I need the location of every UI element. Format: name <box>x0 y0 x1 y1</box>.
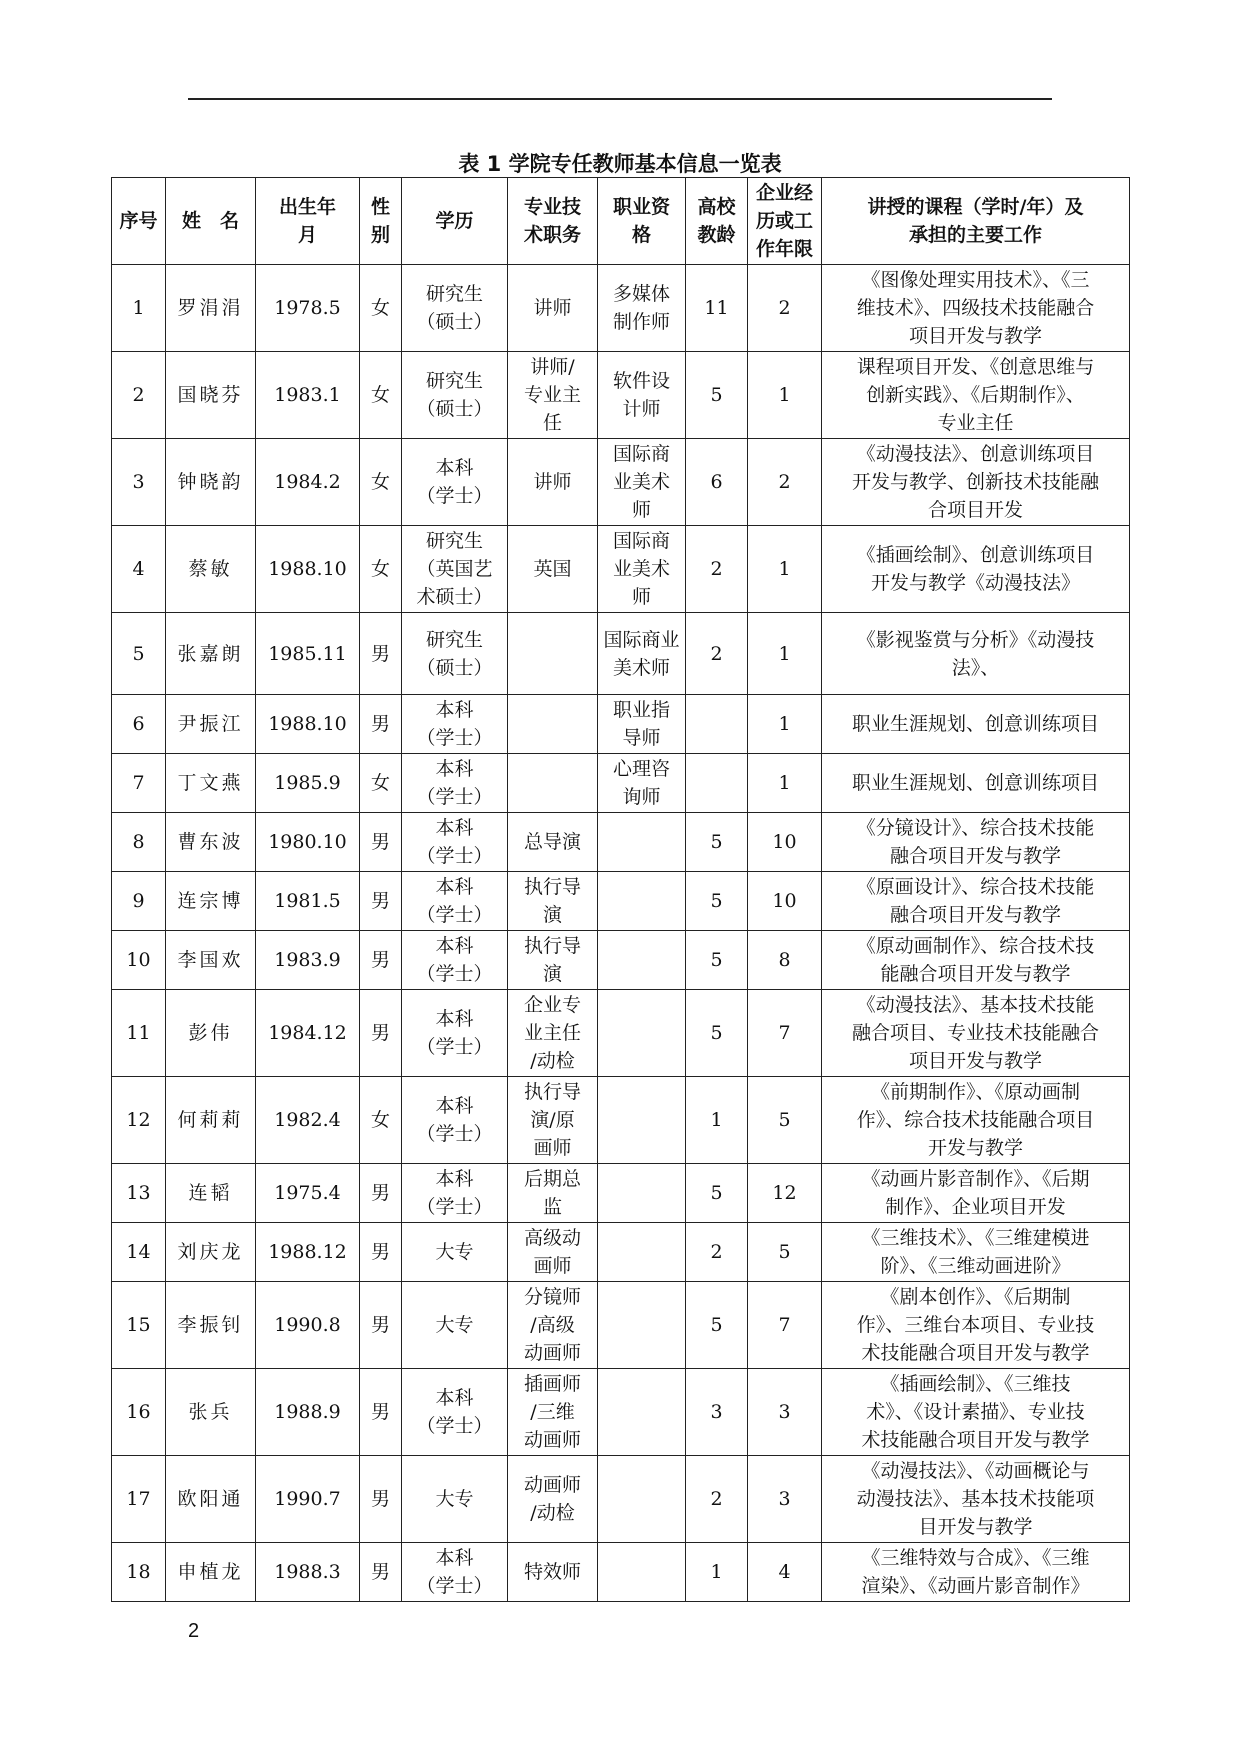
header-title: 专业技 术职务 <box>508 178 598 265</box>
cell-gender: 男 <box>360 1543 402 1602</box>
cell-qualification: 职业指 导师 <box>598 695 686 754</box>
cell-industry: 1 <box>748 754 822 813</box>
cell-industry: 8 <box>748 931 822 990</box>
cell-title <box>508 695 598 754</box>
cell-gender: 男 <box>360 813 402 872</box>
table-row <box>112 1369 1130 1456</box>
cell-seq: 15 <box>112 1282 166 1369</box>
cell-qualification: 心理咨 询师 <box>598 754 686 813</box>
cell-education: 研究生 （硕士） <box>402 352 508 439</box>
header-seq: 序号 <box>112 178 166 265</box>
header-industry: 企业经 历或工 作年限 <box>748 178 822 265</box>
cell-birth: 1983.9 <box>256 931 360 990</box>
table-row <box>112 1282 1130 1369</box>
cell-years: 5 <box>686 813 748 872</box>
cell-industry: 1 <box>748 695 822 754</box>
cell-birth: 1982.4 <box>256 1077 360 1164</box>
header-years: 高校 教龄 <box>686 178 748 265</box>
cell-qualification: 国际商 业美术 师 <box>598 526 686 613</box>
cell-courses: 《原画设计》、综合技术技能 融合项目开发与教学 <box>822 872 1130 931</box>
header-education: 学历 <box>402 178 508 265</box>
table-row <box>112 1456 1130 1543</box>
cell-name: 申植龙 <box>166 1543 256 1602</box>
cell-qualification <box>598 1456 686 1543</box>
cell-title: 特效师 <box>508 1543 598 1602</box>
cell-industry: 5 <box>748 1223 822 1282</box>
cell-seq: 12 <box>112 1077 166 1164</box>
cell-seq: 16 <box>112 1369 166 1456</box>
cell-title: 分镜师 /高级 动画师 <box>508 1282 598 1369</box>
cell-courses: 《分镜设计》、综合技术技能 融合项目开发与教学 <box>822 813 1130 872</box>
cell-seq: 18 <box>112 1543 166 1602</box>
table-row <box>112 872 1130 931</box>
cell-education: 大专 <box>402 1456 508 1543</box>
cell-courses: 《三维特效与合成》、《三维 渲染》、《动画片影音制作》 <box>822 1543 1130 1602</box>
cell-gender: 女 <box>360 265 402 352</box>
cell-courses: 《剧本创作》、《后期制 作》、三维台本项目、专业技 术技能融合项目开发与教学 <box>822 1282 1130 1369</box>
cell-gender: 男 <box>360 613 402 695</box>
cell-industry: 7 <box>748 1282 822 1369</box>
cell-industry: 2 <box>748 439 822 526</box>
cell-courses: 《插画绘制》、《三维技 术》、《设计素描》、专业技 术技能融合项目开发与教学 <box>822 1369 1130 1456</box>
cell-name: 李国欢 <box>166 931 256 990</box>
cell-name: 李振钊 <box>166 1282 256 1369</box>
cell-years: 5 <box>686 352 748 439</box>
cell-seq: 14 <box>112 1223 166 1282</box>
cell-education: 本科 （学士） <box>402 990 508 1077</box>
cell-years: 2 <box>686 613 748 695</box>
cell-name: 刘庆龙 <box>166 1223 256 1282</box>
cell-title <box>508 754 598 813</box>
cell-birth: 1985.9 <box>256 754 360 813</box>
table-row <box>112 1543 1130 1602</box>
cell-qualification <box>598 1164 686 1223</box>
cell-qualification <box>598 1077 686 1164</box>
cell-education: 大专 <box>402 1282 508 1369</box>
cell-seq: 4 <box>112 526 166 613</box>
header-birth: 出生年 月 <box>256 178 360 265</box>
cell-birth: 1988.9 <box>256 1369 360 1456</box>
cell-industry: 12 <box>748 1164 822 1223</box>
cell-education: 本科 （学士） <box>402 1543 508 1602</box>
cell-birth: 1990.7 <box>256 1456 360 1543</box>
cell-years: 11 <box>686 265 748 352</box>
cell-qualification: 软件设 计师 <box>598 352 686 439</box>
cell-seq: 2 <box>112 352 166 439</box>
table-caption: 表 1 学院专任教师基本信息一览表 <box>458 152 782 176</box>
cell-title: 插画师 /三维 动画师 <box>508 1369 598 1456</box>
cell-title: 讲师/ 专业主 任 <box>508 352 598 439</box>
cell-industry: 5 <box>748 1077 822 1164</box>
cell-education: 大专 <box>402 1223 508 1282</box>
cell-birth: 1980.10 <box>256 813 360 872</box>
cell-name: 张兵 <box>166 1369 256 1456</box>
cell-seq: 3 <box>112 439 166 526</box>
table-row <box>112 526 1130 613</box>
cell-seq: 10 <box>112 931 166 990</box>
cell-education: 本科 （学士） <box>402 931 508 990</box>
cell-title: 执行导 演 <box>508 931 598 990</box>
cell-name: 欧阳通 <box>166 1456 256 1543</box>
cell-title: 英国 <box>508 526 598 613</box>
table-row <box>112 1164 1130 1223</box>
cell-qualification <box>598 813 686 872</box>
cell-industry: 10 <box>748 813 822 872</box>
cell-birth: 1978.5 <box>256 265 360 352</box>
cell-name: 连宗博 <box>166 872 256 931</box>
cell-education: 本科 （学士） <box>402 1077 508 1164</box>
cell-seq: 5 <box>112 613 166 695</box>
cell-gender: 男 <box>360 1456 402 1543</box>
cell-education: 本科 （学士） <box>402 1164 508 1223</box>
cell-title: 后期总 监 <box>508 1164 598 1223</box>
header-gender: 性 别 <box>360 178 402 265</box>
cell-title: 动画师 /动检 <box>508 1456 598 1543</box>
cell-birth: 1983.1 <box>256 352 360 439</box>
cell-industry: 1 <box>748 613 822 695</box>
cell-courses: 《动画片影音制作》、《后期 制作》、企业项目开发 <box>822 1164 1130 1223</box>
cell-title: 高级动 画师 <box>508 1223 598 1282</box>
cell-qualification: 国际商业 美术师 <box>598 613 686 695</box>
cell-gender: 男 <box>360 1369 402 1456</box>
cell-gender: 女 <box>360 352 402 439</box>
cell-name: 钟晓韵 <box>166 439 256 526</box>
cell-years: 5 <box>686 931 748 990</box>
cell-gender: 男 <box>360 695 402 754</box>
cell-education: 本科 （学士） <box>402 439 508 526</box>
header-qualification: 职业资 格 <box>598 178 686 265</box>
cell-qualification <box>598 1543 686 1602</box>
cell-years: 3 <box>686 1369 748 1456</box>
cell-qualification <box>598 990 686 1077</box>
table-row <box>112 439 1130 526</box>
cell-industry: 1 <box>748 526 822 613</box>
cell-education: 研究生 （英国艺 术硕士） <box>402 526 508 613</box>
cell-qualification: 多媒体 制作师 <box>598 265 686 352</box>
cell-industry: 10 <box>748 872 822 931</box>
cell-courses: 《动漫技法》、创意训练项目 开发与教学、创新技术技能融 合项目开发 <box>822 439 1130 526</box>
cell-gender: 女 <box>360 754 402 813</box>
cell-courses: 职业生涯规划、创意训练项目 <box>822 695 1130 754</box>
cell-birth: 1985.11 <box>256 613 360 695</box>
table-header-row <box>112 178 1130 265</box>
cell-courses: 《动漫技法》、基本技术技能 融合项目、专业技术技能融合 项目开发与教学 <box>822 990 1130 1077</box>
cell-years: 2 <box>686 1456 748 1543</box>
cell-qualification <box>598 1369 686 1456</box>
cell-qualification <box>598 872 686 931</box>
cell-name: 何莉莉 <box>166 1077 256 1164</box>
cell-education: 本科 （学士） <box>402 813 508 872</box>
cell-birth: 1988.10 <box>256 526 360 613</box>
page-number: 2 <box>188 1620 200 1642</box>
cell-courses: 《原动画制作》、综合技术技 能融合项目开发与教学 <box>822 931 1130 990</box>
cell-education: 研究生 （硕士） <box>402 265 508 352</box>
cell-title: 讲师 <box>508 265 598 352</box>
cell-birth: 1988.12 <box>256 1223 360 1282</box>
cell-years: 5 <box>686 1164 748 1223</box>
table-row <box>112 813 1130 872</box>
cell-courses: 《三维技术》、《三维建模进 阶》、《三维动画进阶》 <box>822 1223 1130 1282</box>
cell-birth: 1975.4 <box>256 1164 360 1223</box>
cell-industry: 3 <box>748 1369 822 1456</box>
header-name: 姓 名 <box>166 178 256 265</box>
cell-courses: 《图像处理实用技术》、《三 维技术》、四级技术技能融合 项目开发与教学 <box>822 265 1130 352</box>
cell-seq: 7 <box>112 754 166 813</box>
cell-gender: 男 <box>360 1282 402 1369</box>
cell-gender: 男 <box>360 872 402 931</box>
cell-courses: 课程项目开发、《创意思维与 创新实践》、《后期制作》、 专业主任 <box>822 352 1130 439</box>
cell-seq: 13 <box>112 1164 166 1223</box>
cell-gender: 男 <box>360 931 402 990</box>
cell-name: 张嘉朗 <box>166 613 256 695</box>
table-row <box>112 1077 1130 1164</box>
cell-years: 2 <box>686 526 748 613</box>
cell-industry: 3 <box>748 1456 822 1543</box>
cell-gender: 男 <box>360 1164 402 1223</box>
cell-education: 本科 （学士） <box>402 754 508 813</box>
table-row <box>112 352 1130 439</box>
table-row <box>112 265 1130 352</box>
cell-years: 5 <box>686 872 748 931</box>
cell-education: 研究生 （硕士） <box>402 613 508 695</box>
cell-title <box>508 613 598 695</box>
cell-name: 曹东波 <box>166 813 256 872</box>
header-rule <box>188 98 1052 100</box>
cell-name: 连韬 <box>166 1164 256 1223</box>
cell-courses: 《插画绘制》、创意训练项目 开发与教学《动漫技法》 <box>822 526 1130 613</box>
table-row <box>112 613 1130 695</box>
cell-birth: 1984.2 <box>256 439 360 526</box>
cell-seq: 8 <box>112 813 166 872</box>
cell-seq: 1 <box>112 265 166 352</box>
cell-years: 5 <box>686 1282 748 1369</box>
cell-gender: 男 <box>360 1223 402 1282</box>
table-row <box>112 990 1130 1077</box>
table-row <box>112 931 1130 990</box>
cell-industry: 4 <box>748 1543 822 1602</box>
cell-education: 本科 （学士） <box>402 1369 508 1456</box>
cell-industry: 2 <box>748 265 822 352</box>
table-row <box>112 754 1130 813</box>
cell-name: 尹振江 <box>166 695 256 754</box>
cell-gender: 女 <box>360 439 402 526</box>
cell-birth: 1981.5 <box>256 872 360 931</box>
cell-birth: 1984.12 <box>256 990 360 1077</box>
cell-years: 1 <box>686 1077 748 1164</box>
cell-gender: 男 <box>360 990 402 1077</box>
cell-years: 6 <box>686 439 748 526</box>
cell-industry: 7 <box>748 990 822 1077</box>
cell-title: 执行导 演 <box>508 872 598 931</box>
cell-title: 执行导 演/原 画师 <box>508 1077 598 1164</box>
cell-qualification <box>598 931 686 990</box>
cell-birth: 1990.8 <box>256 1282 360 1369</box>
cell-courses: 《前期制作》、《原动画制 作》、综合技术技能融合项目 开发与教学 <box>822 1077 1130 1164</box>
cell-years: 5 <box>686 990 748 1077</box>
cell-name: 彭伟 <box>166 990 256 1077</box>
cell-industry: 1 <box>748 352 822 439</box>
cell-title: 企业专 业主任 /动检 <box>508 990 598 1077</box>
cell-name: 罗涓涓 <box>166 265 256 352</box>
cell-gender: 女 <box>360 1077 402 1164</box>
cell-birth: 1988.10 <box>256 695 360 754</box>
table-row <box>112 695 1130 754</box>
cell-birth: 1988.3 <box>256 1543 360 1602</box>
cell-qualification: 国际商 业美术 师 <box>598 439 686 526</box>
cell-seq: 6 <box>112 695 166 754</box>
cell-years: 1 <box>686 1543 748 1602</box>
cell-gender: 女 <box>360 526 402 613</box>
cell-title: 讲师 <box>508 439 598 526</box>
cell-education: 本科 （学士） <box>402 872 508 931</box>
table-row <box>112 1223 1130 1282</box>
cell-years <box>686 754 748 813</box>
cell-seq: 9 <box>112 872 166 931</box>
cell-years: 2 <box>686 1223 748 1282</box>
cell-title: 总导演 <box>508 813 598 872</box>
cell-courses: 职业生涯规划、创意训练项目 <box>822 754 1130 813</box>
cell-seq: 17 <box>112 1456 166 1543</box>
cell-qualification <box>598 1282 686 1369</box>
cell-seq: 11 <box>112 990 166 1077</box>
teacher-info-table <box>111 177 1130 1602</box>
cell-courses: 《影视鉴赏与分析》《动漫技 法》、 <box>822 613 1130 695</box>
cell-years <box>686 695 748 754</box>
cell-courses: 《动漫技法》、《动画概论与 动漫技法》、基本技术技能项 目开发与教学 <box>822 1456 1130 1543</box>
cell-name: 丁文燕 <box>166 754 256 813</box>
cell-education: 本科 （学士） <box>402 695 508 754</box>
cell-name: 国晓芬 <box>166 352 256 439</box>
cell-name: 蔡敏 <box>166 526 256 613</box>
cell-qualification <box>598 1223 686 1282</box>
header-courses: 讲授的课程（学时/年）及 承担的主要工作 <box>822 178 1130 265</box>
